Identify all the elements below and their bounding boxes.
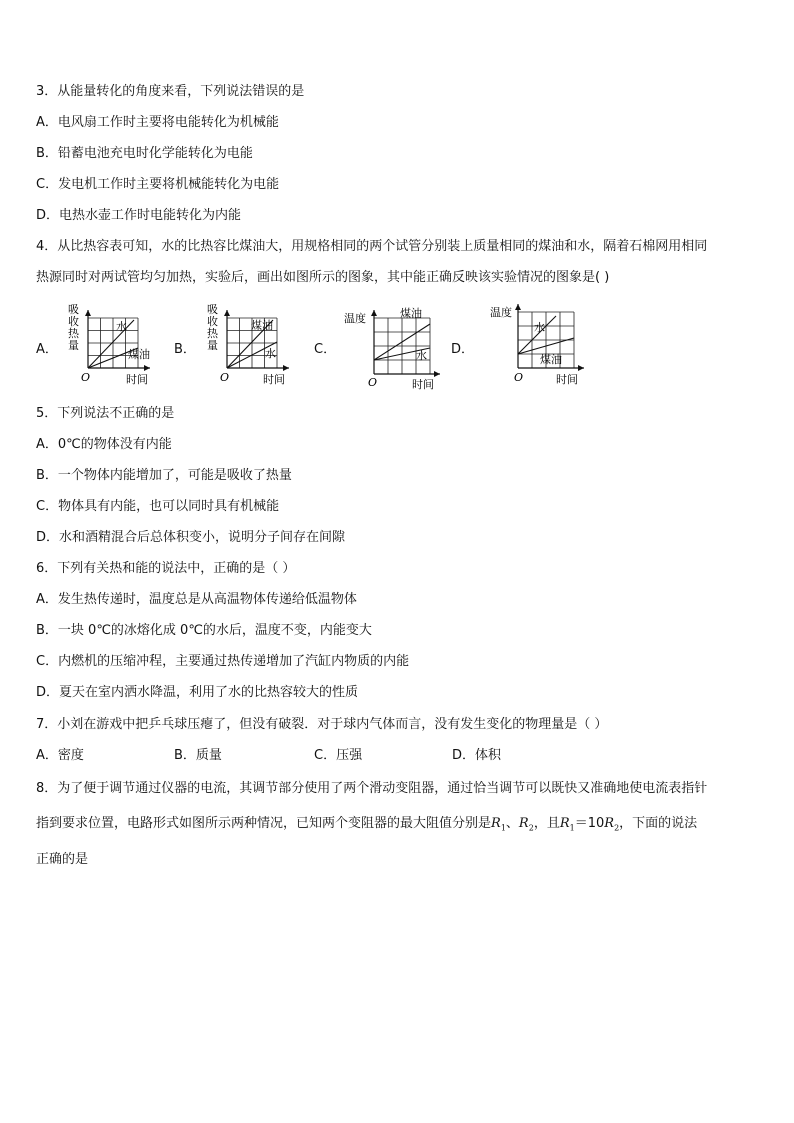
q7-option-d: D．体积 — [452, 748, 502, 763]
q5-stem: 5．下列说法不正确的是 — [36, 406, 175, 421]
q3-option-b: B．铅蓄电池充电时化学能转化为电能 — [36, 146, 253, 161]
graph-b-bottom-label: 水 — [265, 347, 276, 360]
graph-a-ylabel-1: 吸 — [68, 303, 79, 316]
q3-option-d: D．电热水壶工作时电能转化为内能 — [36, 208, 242, 223]
q3-option-c: C．发电机工作时主要将机械能转化为电能 — [36, 177, 280, 192]
graph-a-top-label: 水 — [116, 320, 127, 333]
q8-stem-line3: 正确的是 — [36, 852, 89, 867]
graph-d-bottom-label: 煤油 — [540, 353, 562, 366]
q4-graph-c — [340, 302, 444, 392]
graph-a-ylabel-3: 热 — [68, 327, 79, 340]
q4-graph-d-letter: D． — [451, 342, 475, 357]
q8-and-text: ，且 — [533, 816, 560, 831]
q4-stem-line2: 热源同时对两试管均匀加热，实验后，画出如图所示的图象，其中能正确反映该实验情况的图象是( ) — [36, 270, 610, 285]
q6-stem: 6．下列有关热和能的说法中，正确的是（ ） — [36, 561, 296, 576]
graph-d-xlabel: 时间 — [556, 373, 578, 386]
q6-option-c: C．内燃机的压缩冲程，主要通过热传递增加了汽缸内物质的内能 — [36, 654, 410, 669]
q7-option-c: C．压强 — [314, 748, 363, 763]
graph-b-ylabel-2: 收 — [207, 315, 218, 328]
graph-b-ylabel-3: 热 — [207, 327, 218, 340]
q6-option-b: B．一块 0℃的冰熔化成 0℃的水后，温度不变，内能变大 — [36, 623, 372, 638]
q4-graph-c-letter: C． — [314, 342, 337, 357]
graph-b-origin: O — [220, 371, 230, 384]
graph-c-origin: O — [368, 376, 378, 389]
graph-d-origin: O — [514, 371, 524, 384]
q4-graph-d — [486, 302, 586, 392]
q8-stem-line2-text-b: ，下面的说法 — [619, 816, 698, 831]
q4-graph-b-letter: B． — [174, 342, 196, 357]
q8-r2-symbol: $R_2$ — [518, 816, 534, 833]
q8-r2-symbol-eq: $R_2$ — [604, 816, 620, 833]
q5-option-d: D．水和酒精混合后总体积变小，说明分子间存在间隙 — [36, 530, 346, 545]
q8-r1-symbol-eq: $R_1$ — [559, 816, 575, 833]
graph-b-ylabel-4: 量 — [207, 339, 218, 352]
graph-a-bottom-label: 煤油 — [128, 348, 150, 361]
q7-option-a: A．密度 — [36, 748, 84, 763]
q5-option-a: A．0℃的物体没有内能 — [36, 437, 172, 452]
q3-option-a: A．电风扇工作时主要将电能转化为机械能 — [36, 115, 279, 130]
graph-c-ylabel: 温度 — [344, 312, 366, 325]
q4-graph-b — [203, 302, 303, 392]
graph-c-grid — [374, 318, 430, 374]
graph-d-ylabel: 温度 — [490, 306, 512, 319]
graph-a-xlabel: 时间 — [126, 373, 148, 386]
q4-stem-line1: 4．从比热容表可知，水的比热容比煤油大，用规格相同的两个试管分别装上质量相同的煤油和水，隔着石棉网用相同 — [36, 239, 708, 254]
q8-equation: ＝10 — [574, 816, 605, 831]
q3-stem: 3．从能量转化的角度来看，下列说法错误的是 — [36, 84, 305, 99]
q4-graph-a — [64, 302, 164, 392]
q6-option-d: D．夏天在室内洒水降温，利用了水的比热容较大的性质 — [36, 685, 359, 700]
q8-separator: 、 — [505, 816, 519, 831]
q7-option-b: B．质量 — [174, 748, 222, 763]
q6-option-a: A．发生热传递时，温度总是从高温物体传递给低温物体 — [36, 592, 357, 607]
graph-a-ylabel-4: 量 — [68, 339, 79, 352]
q8-r1-symbol: $R_1$ — [491, 816, 506, 833]
graph-a-origin: O — [81, 371, 91, 384]
graph-b-top-label: 煤油 — [251, 319, 273, 332]
q5-option-c: C．物体具有内能，也可以同时具有机械能 — [36, 499, 280, 514]
graph-d-top-label: 水 — [534, 321, 545, 334]
q8-stem-line1: 8．为了便于调节通过仪器的电流，其调节部分使用了两个滑动变阻器，通过恰当调节可以既快又准确地使电流表指针 — [36, 781, 708, 796]
graph-c-xlabel: 时间 — [412, 378, 434, 391]
graph-a-ylabel-2: 收 — [68, 315, 79, 328]
graph-b-ylabel-1: 吸 — [207, 303, 218, 316]
q4-graph-a-letter: A． — [36, 342, 58, 357]
graph-b-xlabel: 时间 — [263, 373, 285, 386]
q8-stem-line2 — [36, 815, 697, 838]
graph-c-top-label: 煤油 — [400, 307, 422, 320]
graph-c-bottom-label: 水 — [416, 349, 427, 362]
q5-option-b: B．一个物体内能增加了，可能是吸收了热量 — [36, 468, 292, 483]
q7-stem: 7．小刘在游戏中把乒乓球压瘪了，但没有破裂．对于球内气体而言，没有发生变化的物理量是（ ） — [36, 717, 608, 732]
q8-stem-line2-text-a: 指到要求位置，电路形式如图所示两种情况，已知两个变阻器的最大阻值分别是 — [36, 816, 492, 831]
